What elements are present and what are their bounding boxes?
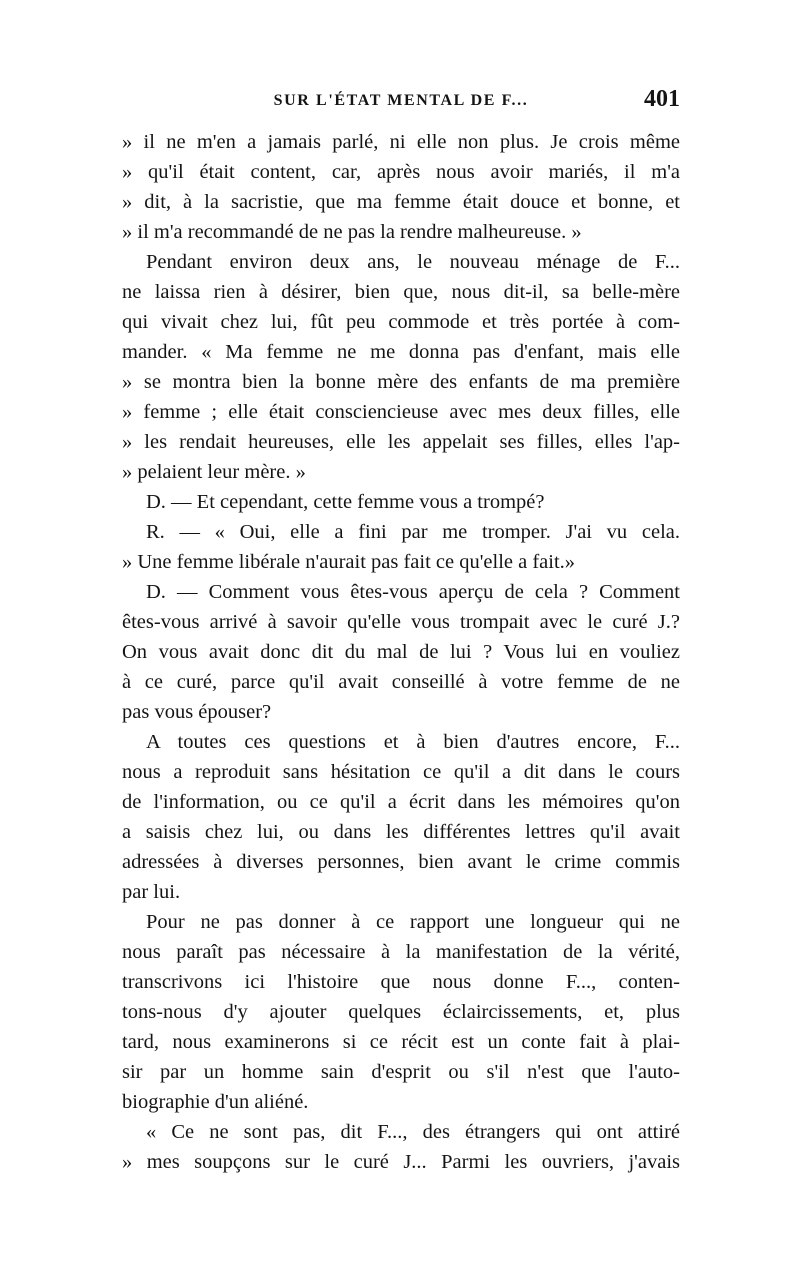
text-line: nous a reproduit sans hésitation ce qu'il a dit dans le cours [122, 761, 680, 783]
text-line: adressées à diverses personnes, bien avant le crime commis [122, 851, 680, 873]
text-line: pas vous épouser? [122, 701, 272, 723]
page-number: 401 [644, 86, 680, 112]
page-body [122, 127, 680, 1177]
text-line: à ce curé, parce qu'il avait conseillé à votre femme de ne [122, 671, 680, 693]
paragraph-start-line: « Ce ne sont pas, dit F..., des étrangers qui ont attiré [146, 1121, 680, 1143]
text-line: tons-nous d'y ajouter quelques éclaircissements, et, plus [122, 1001, 680, 1023]
text-line: transcrivons ici l'histoire que nous donne F..., conten- [122, 971, 680, 993]
text-line: êtes-vous arrivé à savoir qu'elle vous trompait avec le curé J.? [122, 611, 680, 633]
text-line: » les rendait heureuses, elle les appelait ses filles, elles l'ap- [122, 431, 680, 453]
dialogue-answer-line: R. — « Oui, elle a fini par me tromper. J'ai vu cela. [146, 521, 680, 543]
text-line: » il ne m'en a jamais parlé, ni elle non plus. Je crois même [122, 131, 680, 153]
text-line: sir par un homme sain d'esprit ou s'il n'est que l'auto- [122, 1061, 680, 1083]
text-line: » pelaient leur mère. » [122, 461, 306, 483]
running-head: SUR L'ÉTAT MENTAL DE F... [273, 92, 529, 109]
page-header [122, 86, 680, 120]
text-line: » femme ; elle était consciencieuse avec mes deux filles, elle [122, 401, 680, 423]
dialogue-question-line: D. — Comment vous êtes-vous aperçu de cela ? Comment [146, 581, 680, 603]
text-line: » Une femme libérale n'aurait pas fait ce qu'elle a fait.» [122, 551, 576, 573]
dialogue-question-line: D. — Et cependant, cette femme vous a trompé? [146, 491, 545, 513]
text-line: » qu'il était content, car, après nous avoir mariés, il m'a [122, 161, 680, 183]
text-line: mander. « Ma femme ne me donna pas d'enfant, mais elle [122, 341, 680, 363]
text-line: qui vivait chez lui, fût peu commode et très portée à com- [122, 311, 680, 333]
text-line: » mes soupçons sur le curé J... Parmi les ouvriers, j'avais [122, 1151, 680, 1173]
text-line: » dit, à la sacristie, que ma femme était douce et bonne, et [122, 191, 680, 213]
text-line: ne laissa rien à désirer, bien que, nous dit-il, sa belle-mère [122, 281, 680, 303]
text-line: de l'information, ou ce qu'il a écrit dans les mémoires qu'on [122, 791, 680, 813]
text-line: » il m'a recommandé de ne pas la rendre malheureuse. » [122, 221, 582, 243]
text-line: biographie d'un aliéné. [122, 1091, 309, 1113]
text-line: On vous avait donc dit du mal de lui ? Vous lui en vouliez [122, 641, 680, 663]
text-line: tard, nous examinerons si ce récit est un conte fait à plai- [122, 1031, 680, 1053]
paragraph-start-line: Pour ne pas donner à ce rapport une longueur qui ne [146, 911, 680, 933]
text-line: par lui. [122, 881, 181, 903]
paragraph-start-line: A toutes ces questions et à bien d'autres encore, F... [146, 731, 680, 753]
text-line: nous paraît pas nécessaire à la manifestation de la vérité, [122, 941, 680, 963]
paragraph-start-line: Pendant environ deux ans, le nouveau ménage de F... [146, 251, 680, 273]
text-line: a saisis chez lui, ou dans les différentes lettres qu'il avait [122, 821, 680, 843]
text-line: » se montra bien la bonne mère des enfants de ma première [122, 371, 680, 393]
